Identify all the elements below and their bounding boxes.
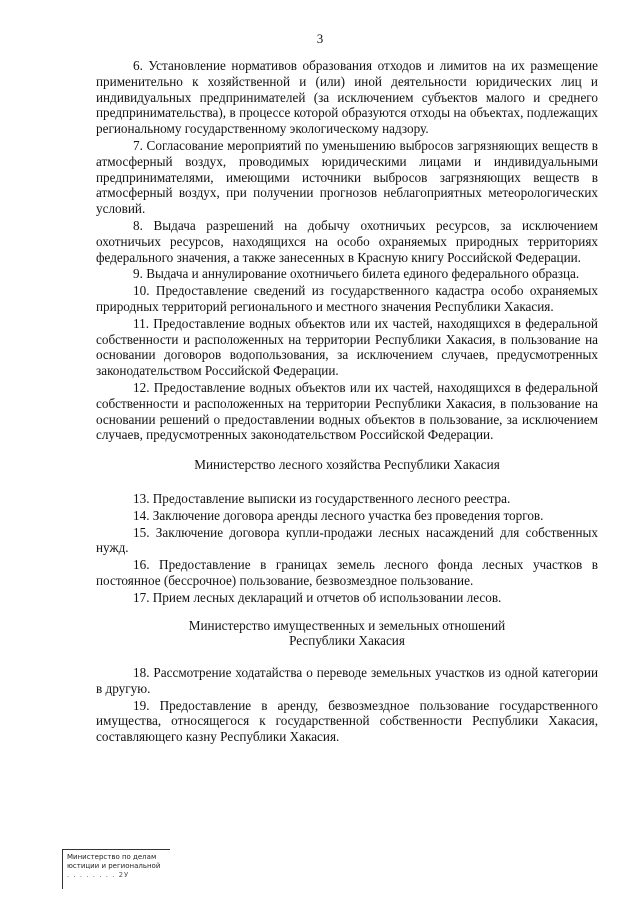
paragraph-6: 6. Установление нормативов образования отходов и лимитов на их размещение применительно к хозяйственной и (или) иной деятельности юридических лиц и индивидуальных предпринимателей (за исключением субъектов малого и среднего предпринимательства), в процессе которой образуются отходы на объектах, подлежащих региональному государственному экологическому надзору. — [96, 58, 598, 137]
paragraph-17: 17. Прием лесных деклараций и отчетов об использовании лесов. — [133, 589, 502, 605]
section-heading-forestry: Министерство лесного хозяйства Республики Хакасия — [194, 457, 500, 473]
paragraph-10: 10. Предоставление сведений из государственного кадастра особо охраняемых природных территорий регионального и местного значения Республики Хакасия. — [96, 283, 598, 314]
paragraph-12: 12. Предоставление водных объектов или их частей, находящихся в федеральной собственности и расположенных на территории Республики Хакасия, в пользование на основании решений о предоставлении водных объектов в пользование, за исключением случаев, предусмотренных законодательством Российской Федерации. — [96, 379, 598, 443]
paragraph-11: 11. Предоставление водных объектов или их частей, находящихся в федеральной собственности и расположенных на территории Республики Хакасия, в пользование на основании договоров водопользования, за исключением случаев, предусмотренных законодательством Российской Федерации. — [96, 315, 598, 379]
paragraph-15: 15. Заключение договора купли-продажи лесных насаждений для собственных нужд. — [96, 524, 598, 556]
paragraph-8: 8. Выдача разрешений на добычу охотничьих ресурсов, за исключением охотничьих ресурсов, находящихся на особо охраняемых природных территориях федерального значения, а также занесенных в Красную книгу Российской Федерации. — [96, 217, 598, 265]
registration-stamp — [62, 849, 170, 889]
section-heading-property-line1: Министерство имущественных и земельных отношений — [188, 617, 506, 633]
paragraph-14: 14. Заключение договора аренды лесного участка без проведения торгов. — [133, 507, 544, 523]
stamp-line-1: Министерство по делам — [67, 853, 157, 861]
stamp-line-3: . . . . . . . . 2У — [67, 871, 130, 879]
stamp-line-2: юстиции и региональной — [67, 862, 161, 870]
paragraph-9: 9. Выдача и аннулирование охотничьего билета единого федерального образца. — [133, 266, 580, 282]
paragraph-7: 7. Согласование мероприятий по уменьшению выбросов загрязняющих веществ в атмосферный воздух, проводимых юридическими лицами и индивидуальными предпринимателями, имеющими источники выбросов загрязняющих веществ в атмосферный воздух, при получении прогнозов неблагоприятных метеорологических условий. — [96, 137, 598, 217]
section-heading-property — [96, 618, 598, 650]
paragraph-19: 19. Предоставление в аренду, безвозмездное пользование государственного имущества, относящегося к государственной собственности Республики Хакасия, составляющего казну Республики Хакасия. — [96, 697, 598, 745]
page-number: 3 — [316, 31, 324, 46]
paragraph-16: 16. Предоставление в границах земель лесного фонда лесных участков в постоянное (бессрочное) пользование, безвозмездное пользование. — [96, 557, 598, 588]
document-body — [96, 58, 598, 746]
section-heading-property-line2: Республики Хакасия — [289, 633, 405, 649]
paragraph-18: 18. Рассмотрение ходатайства о переводе земельных участков из одной категории в другую. — [96, 665, 598, 696]
paragraph-13: 13. Предоставление выписки из государственного лесного реестра. — [133, 490, 511, 506]
